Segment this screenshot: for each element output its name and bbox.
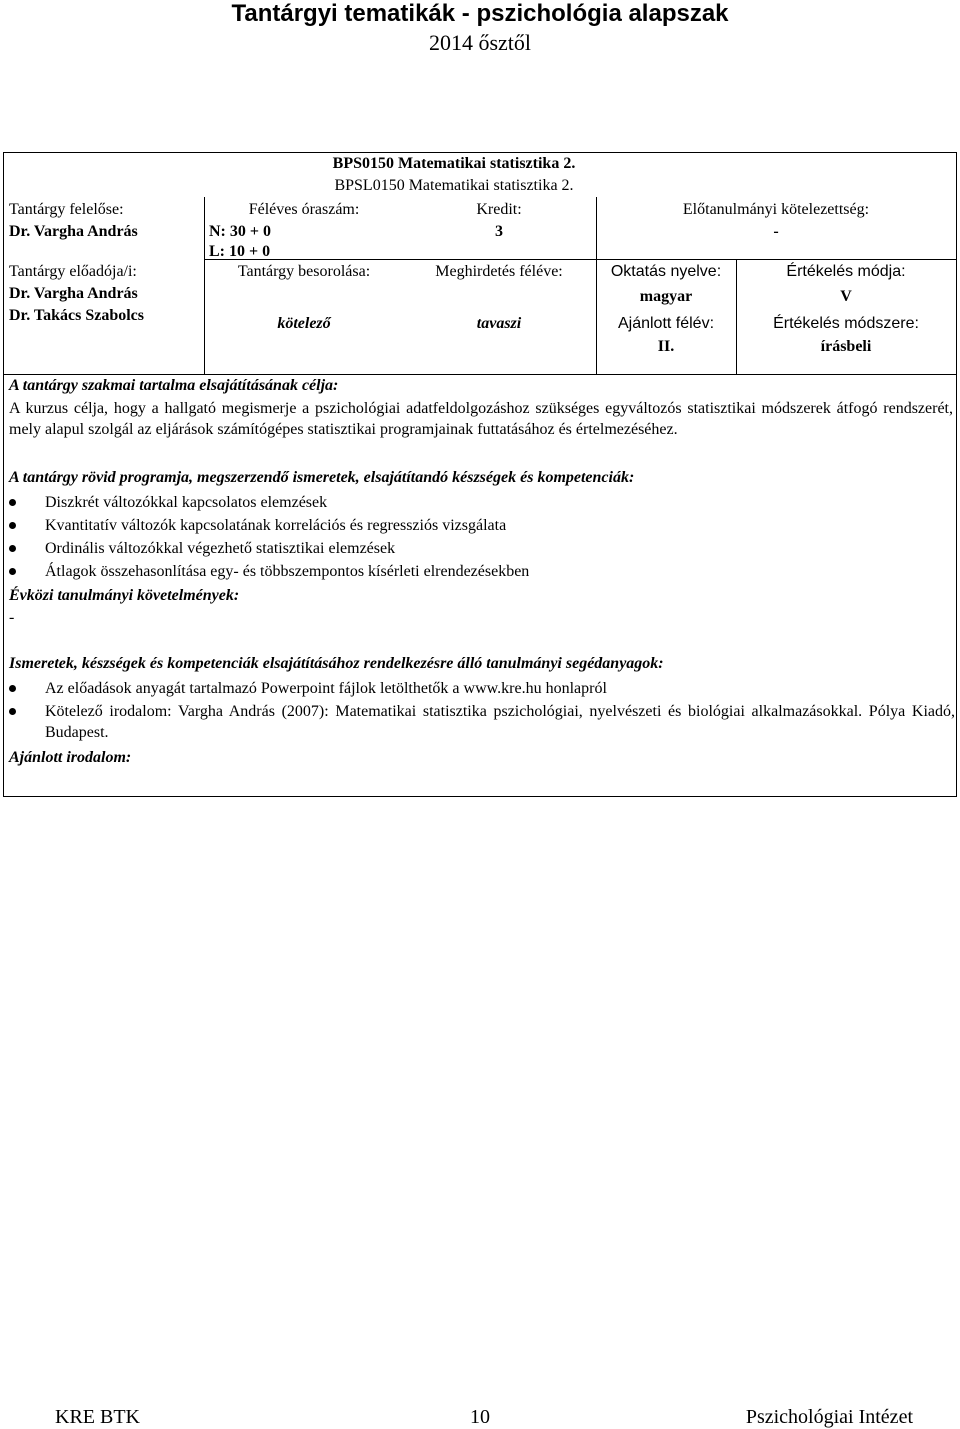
recommended-semester-label: Ajánlott félév:: [617, 315, 715, 332]
hours-n: N: 30 + 0: [209, 223, 271, 240]
list-item-text: Kvantitatív változók kapcsolatának korrelációs és regressziós vizsgálata: [45, 517, 507, 534]
materials-heading: Ismeretek, készségek és kompetenciák elsajátításához rendelkezésre álló tanulmányi segédanyagok:: [9, 655, 664, 672]
grid-line: [204, 259, 956, 260]
bullet-icon: [9, 708, 16, 715]
page-number: 10: [470, 1406, 490, 1428]
classification-label: Tantárgy besorolása:: [237, 263, 371, 280]
list-item-text: Az előadások anyagát tartalmazó Powerpoint fájlok letölthetők a www.kre.hu honlapról: [45, 680, 607, 697]
eval-type-value: V: [840, 288, 852, 305]
classification-value: kötelező: [277, 315, 331, 332]
semester-label: Meghirdetés féléve:: [435, 263, 563, 280]
lecturers-label: Tantárgy előadója/i:: [9, 263, 137, 280]
requirements-heading: Évközi tanulmányi követelmények:: [9, 587, 240, 604]
eval-method-label: Értékelés módszere:: [773, 315, 919, 332]
hours-l: L: 10 + 0: [209, 243, 271, 260]
recommended-literature-heading: Ajánlott irodalom:: [9, 749, 132, 766]
list-item-text: Ordinális változókkal végezhető statisztikai elemzések: [45, 540, 396, 557]
list-item-text: Átlagok összehasonlítása egy- és többszempontos kísérleti elrendezésekben: [45, 563, 530, 580]
responsible-label: Tantárgy felelőse:: [9, 201, 124, 218]
document-subtitle: 2014 ősztől: [428, 30, 532, 55]
lecturer-2: Dr. Takács Szabolcs: [9, 307, 144, 324]
bullet-icon: [9, 568, 16, 575]
language-label: Oktatás nyelve:: [610, 263, 722, 280]
eval-type-label: Értékelés módja:: [786, 263, 906, 280]
prereq-value: -: [773, 223, 779, 240]
credit-label: Kredit:: [476, 201, 522, 218]
program-heading: A tantárgy rövid programja, megszerzendő ismeretek, elsajátítandó készségek és kompetenciák:: [9, 469, 635, 486]
list-item-text: Kötelező irodalom: Vargha András (2007): Matematikai statisztika pszichológiai, nyelvészeti és biológiai alkalmazásokkal. Pólya Kiadó, Budapest.: [45, 703, 955, 741]
lecturer-1: Dr. Vargha András: [9, 285, 138, 302]
list-item-text: Diszkrét változókkal kapcsolatos elemzések: [45, 494, 328, 511]
responsible-name: Dr. Vargha András: [9, 223, 138, 240]
bullet-icon: [9, 685, 16, 692]
grid-line: [204, 197, 205, 374]
prereq-label: Előtanulmányi kötelezettség:: [682, 201, 870, 218]
footer-left: KRE BTK: [55, 1406, 140, 1428]
course-code-1: BPS0150 Matematikai statisztika 2.: [332, 155, 576, 172]
bullet-icon: [9, 522, 16, 529]
bullet-icon: [9, 545, 16, 552]
requirements-value: -: [9, 609, 15, 626]
semester-value: tavaszi: [476, 315, 522, 332]
hours-label: Féléves óraszám:: [248, 201, 360, 218]
course-code-2: BPSL0150 Matematikai statisztika 2.: [334, 177, 574, 194]
credit-value: 3: [495, 223, 503, 240]
goal-text: A kurzus célja, hogy a hallgató megismerje a pszichológiai adatfeldolgozáshoz szükséges egyváltozós statisztikai módszerek átfogó rendszerét, mely alapul szolgál az eljárások számítógépes statisztikai programjainak futtatásához és értelmezéséhez.: [9, 400, 953, 438]
goal-heading: A tantárgy szakmai tartalma elsajátításának célja:: [9, 377, 339, 394]
document-title: Tantárgyi tematikák - pszichológia alapszak: [231, 0, 729, 27]
bullet-icon: [9, 499, 16, 506]
recommended-semester-value: II.: [657, 338, 675, 355]
language-value: magyar: [639, 288, 693, 305]
eval-method-value: írásbeli: [820, 338, 872, 355]
footer-right: Pszichológiai Intézet: [745, 1406, 913, 1428]
